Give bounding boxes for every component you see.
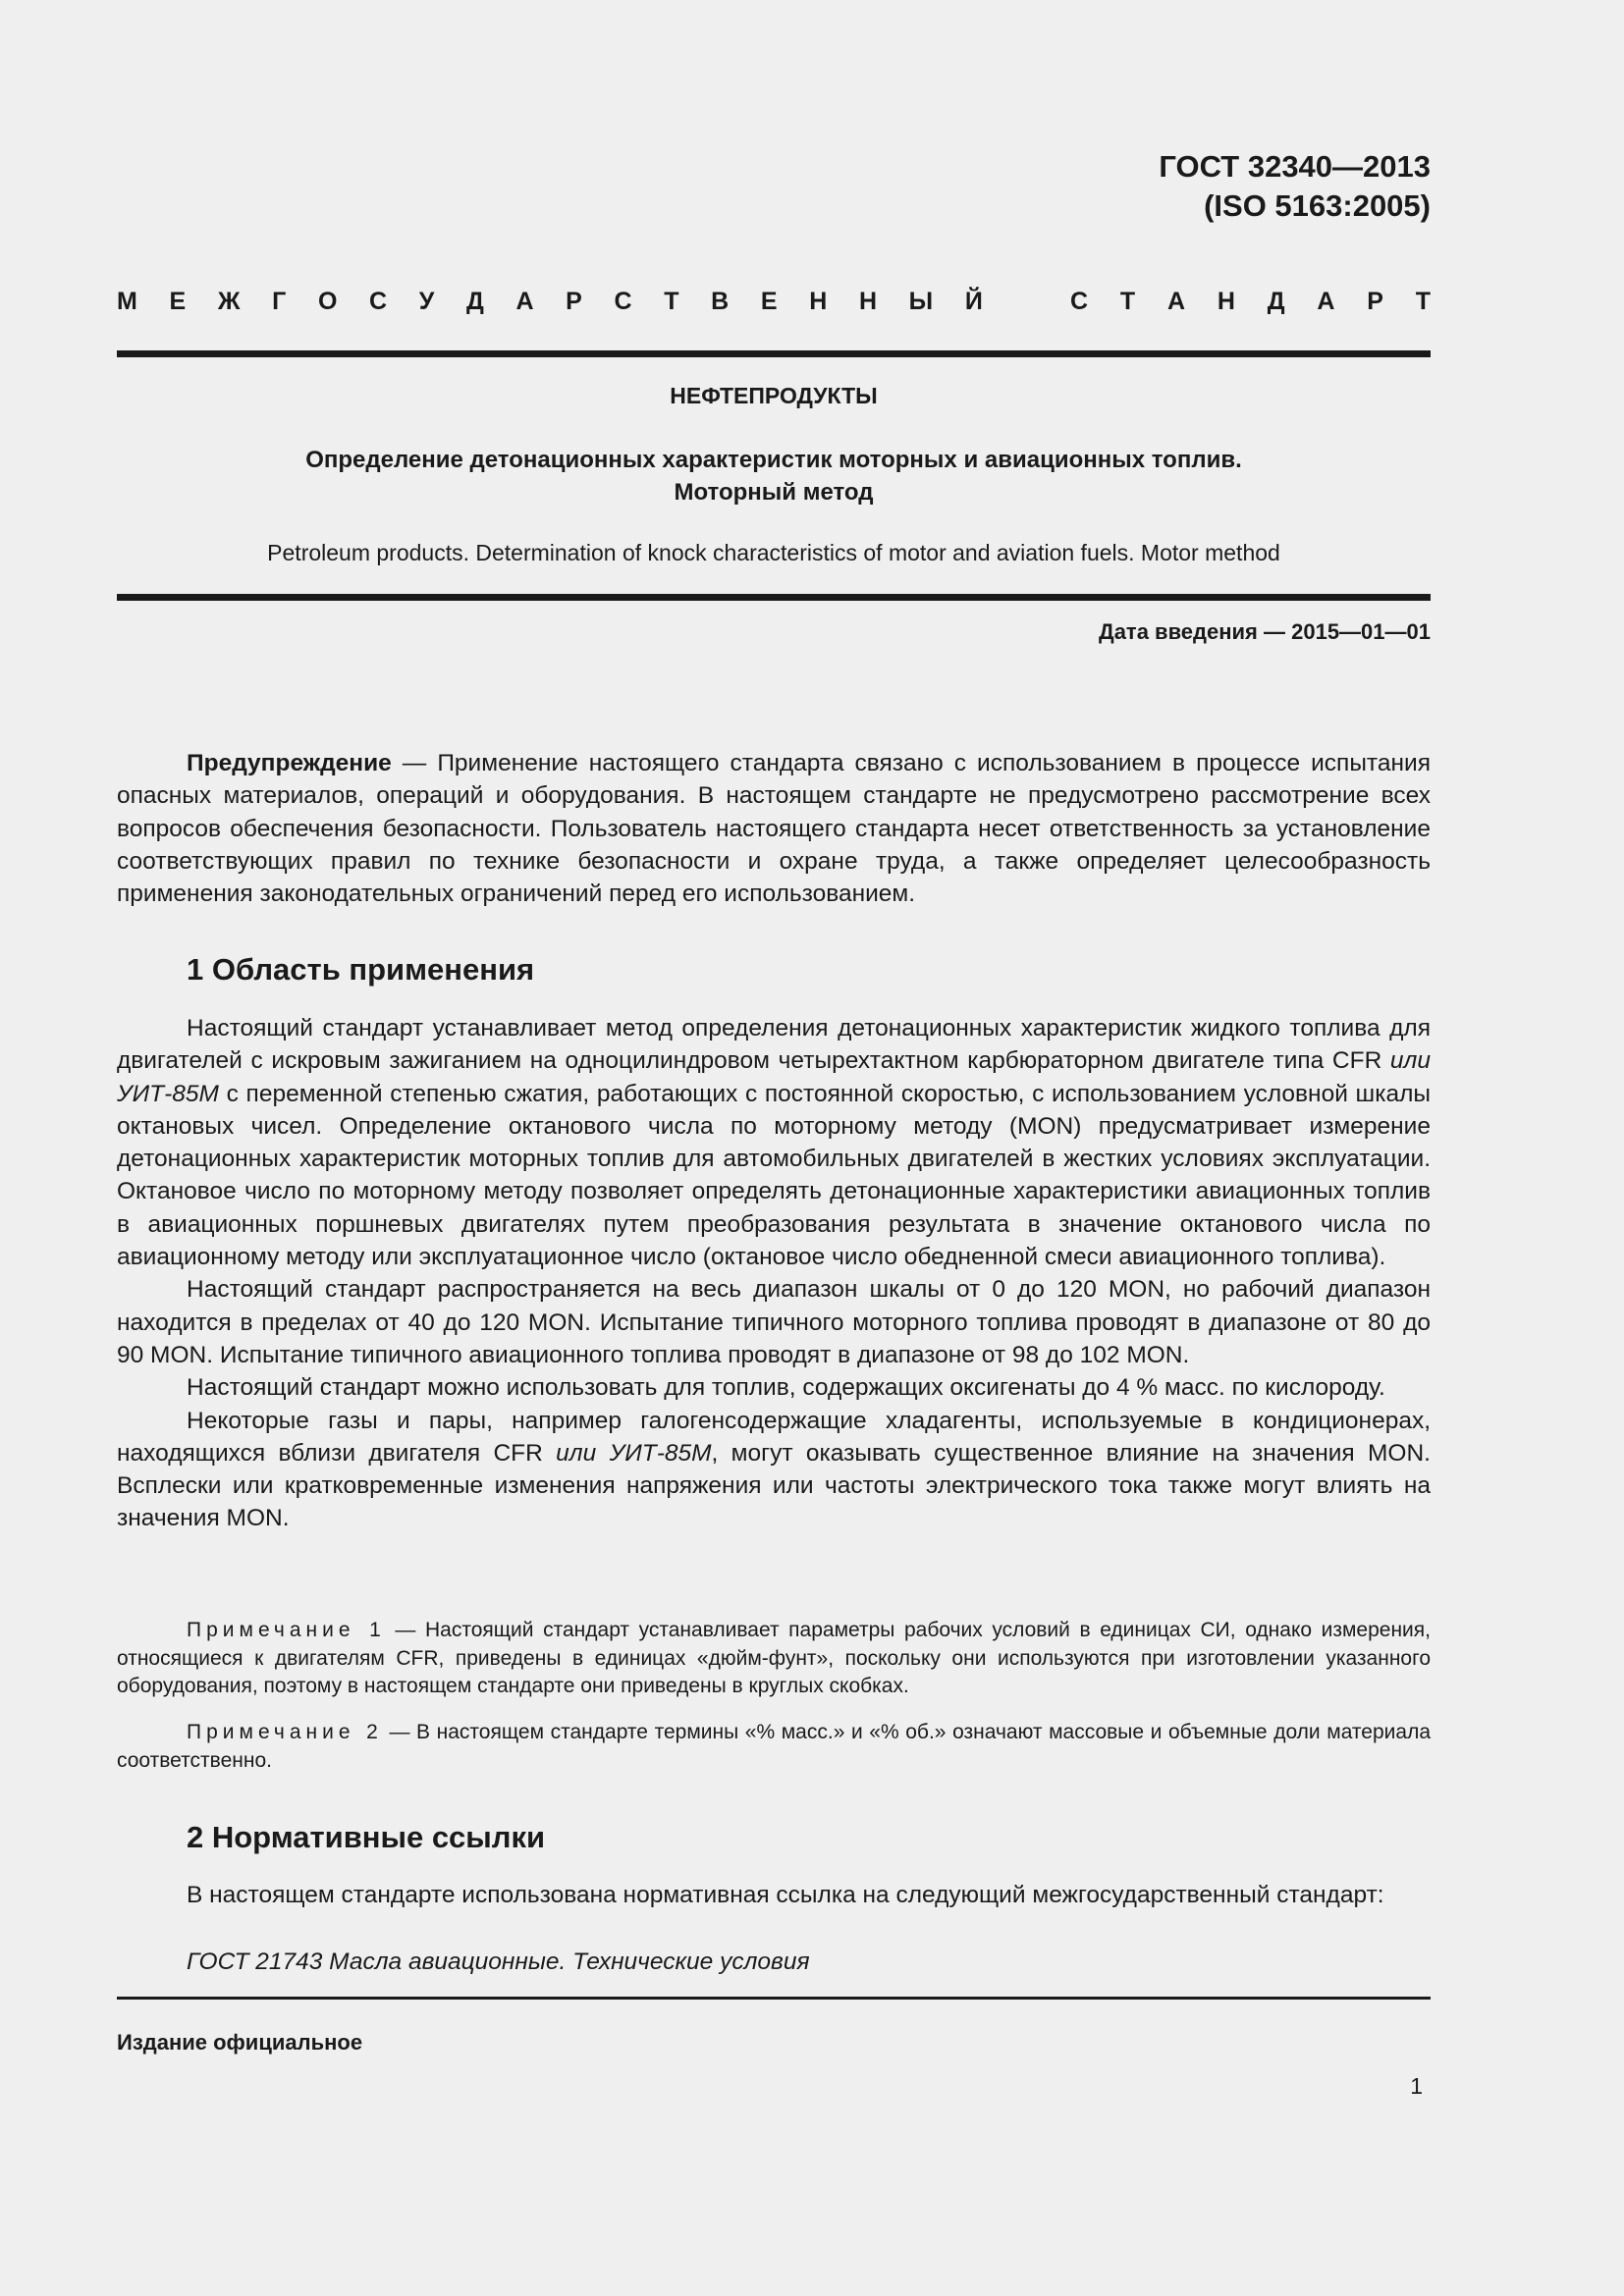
section-1-heading: 1 Область применения — [187, 952, 535, 987]
note-1-label: Примечание 1 — [187, 1619, 386, 1641]
standard-type-word2 — [1070, 287, 1431, 316]
spaced-letter: Т — [664, 288, 679, 315]
spaced-letter: С — [1070, 288, 1089, 315]
subtitle-line-2: Моторный метод — [674, 479, 874, 506]
spaced-letter: А — [1166, 288, 1186, 315]
spaced-letter: Р — [566, 288, 582, 315]
section-1-paragraph-2: Настоящий стандарт распространяется на весь диапазон шкалы от 0 до 120 MON, но рабочий диапазон находится в пределах от 40 до 120 MON. Испытание типичного моторного топлива проводят в диапазоне от 80 до 90 MON. Испытание типичного авиационного топлива проводят в диапазоне от 98 до 102 MON. — [117, 1276, 1431, 1368]
spaced-letter: А — [515, 288, 534, 315]
spaced-letter: Т — [1415, 288, 1431, 315]
note-2-label: Примечание 2 — [187, 1721, 383, 1743]
introduction-date: Дата введения — 2015—01—01 — [1099, 619, 1431, 644]
document-title: НЕФТЕПРОДУКТЫ — [670, 383, 878, 408]
spaced-letter: Р — [1367, 288, 1383, 315]
spaced-letter: В — [711, 288, 730, 315]
spaced-letter: Ж — [217, 288, 241, 315]
warning-text: — Применение настоящего стандарта связано с использованием в процессе испытания опасных материалов, операций и оборудования. В настоящем стандарте не предусмотрено рассмотрение всех вопросов обеспечения безопасности. Пользователь настоящего стандарта несет ответственность за установление соответствующих правил по технике безопасности и охране труда, а также определяет целесообразность применения законодательных ограничений перед его использованием. — [117, 750, 1431, 908]
note-2-text: — В настоящем стандарте термины «% масс.» и «% об.» означают массовые и объемные доли материала соответственно. — [117, 1721, 1431, 1772]
section-1-paragraph-3: Настоящий стандарт можно использовать для топлив, содержащих оксигенаты до 4 % масс. по кислороду. — [187, 1374, 1385, 1402]
section-2-paragraph-1: В настоящем стандарте использована нормативная ссылка на следующий межгосударственный стандарт: — [187, 1882, 1384, 1908]
spaced-letter: О — [317, 288, 338, 315]
spaced-letter: А — [1317, 288, 1335, 315]
spaced-letter: У — [418, 288, 435, 315]
note-1-text: — Настоящий стандарт устанавливает параметры рабочих условий в единицах СИ, однако измерения, относящиеся к двигателям CFR, приведены в единицах «дюйм-фунт», поскольку они используются при изготовлении указанного оборудования, поэтому в настоящем стандарте они приведены в круглых скобках. — [117, 1619, 1431, 1697]
warning-paragraph — [117, 747, 1431, 910]
standard-type — [117, 287, 1431, 316]
page-number: 1 — [1410, 2073, 1423, 2099]
spaced-letter: С — [614, 288, 632, 315]
spaced-letter: Е — [760, 288, 778, 315]
top-rule — [117, 350, 1431, 357]
title-bottom-rule — [117, 594, 1431, 601]
iso-number: (ISO 5163:2005) — [1204, 188, 1431, 223]
note-1 — [117, 1617, 1431, 1701]
spaced-letter: Н — [809, 288, 828, 315]
spaced-letter: Г — [272, 288, 287, 315]
spaced-letter: Д — [465, 288, 484, 315]
document-subtitle — [117, 444, 1431, 508]
engine-alt-italic: или УИТ-85М — [556, 1439, 712, 1467]
section-1-paragraph-4: Некоторые газы и пары, например галогенсодержащие хладагенты, используемые в кондиционерах, находящихся вблизи двигателя CFR или УИТ-85М, могут оказывать существенное влияние на значения MON. Всплески или кратковременные изменения напряжения или частоты электрического тока также могут влиять на значения MON. — [117, 1407, 1431, 1532]
spaced-letter: Й — [964, 288, 983, 315]
spaced-letter: Н — [1217, 288, 1235, 315]
spaced-letter: Д — [1267, 288, 1285, 315]
engine-alt-italic: или УИТ-85М — [117, 1047, 1431, 1107]
spaced-letter: Е — [169, 288, 187, 315]
section-1-paragraph-1: Настоящий стандарт устанавливает метод определения детонационных характеристик жидкого топлива для двигателей с искровым зажиганием на одноцилиндровом четырехтактном карбюраторном двигателе типа CFR или УИТ-85М с переменной степенью сжатия, работающих с постоянной скоростью, с использованием условной шкалы октановых чисел. Определение октанового числа по моторному методу (MON) предусматривает измерение детонационных характеристик моторных топлив для автомобильных двигателей в жестких условиях эксплуатации. Октановое число по моторному методу позволяет определять детонационные характеристики авиационных топлив в авиационных поршневых двигателях путем преобразования результата в значение октанового числа по авиационному методу или эксплуатационное число (октановое число обедненной смеси авиационного топлива). — [117, 1015, 1431, 1271]
spaced-letter: Ы — [908, 288, 934, 315]
spaced-letter: Н — [858, 288, 878, 315]
subtitle-line-1: Определение детонационных характеристик моторных и авиационных топлив. — [305, 447, 1242, 473]
section-2-body — [117, 1879, 1431, 1911]
standard-code — [1159, 147, 1431, 226]
section-1-body — [117, 1012, 1431, 1535]
spaced-letter: М — [117, 288, 137, 315]
note-2 — [117, 1719, 1431, 1775]
warning-label: Предупреждение — [187, 750, 392, 776]
spaced-letter: Т — [1119, 288, 1136, 315]
english-title: Petroleum products. Determination of knock characteristics of motor and aviation fuels. Motor method — [267, 540, 1280, 565]
section-2-heading: 2 Нормативные ссылки — [187, 1820, 546, 1854]
document-page — [117, 0, 1431, 2296]
normative-reference-item: ГОСТ 21743 Масла авиационные. Технические условия — [187, 1949, 810, 1975]
gost-number: ГОСТ 32340—2013 — [1159, 149, 1431, 184]
standard-type-word1 — [117, 287, 983, 316]
footer-rule — [117, 1997, 1431, 2000]
spaced-letter: С — [369, 288, 388, 315]
official-edition-label: Издание официальное — [117, 2030, 363, 2055]
